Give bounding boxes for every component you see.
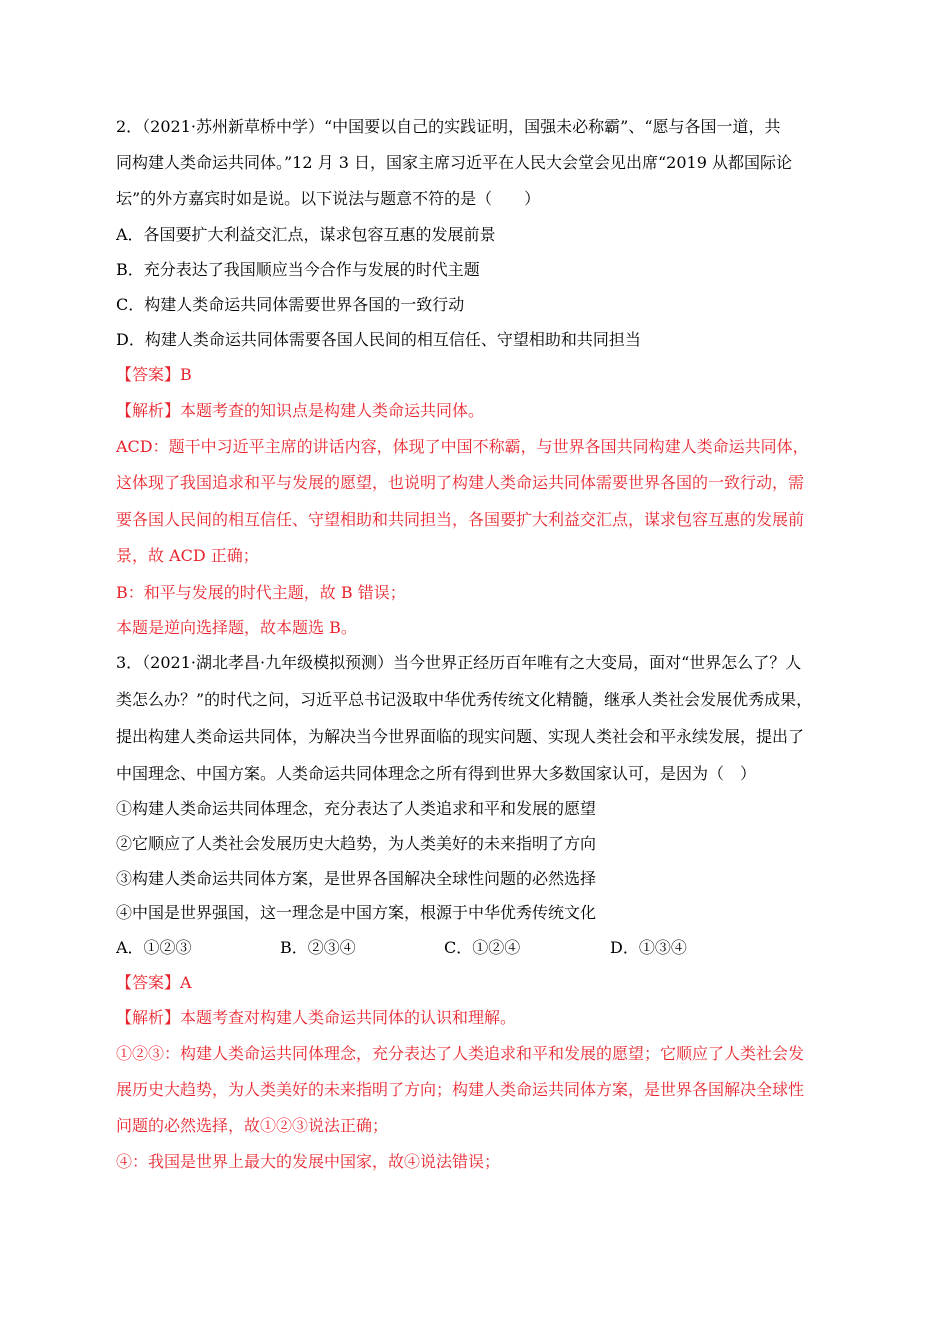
- q2-answer: 【答案】B: [116, 365, 192, 384]
- q2-stem-line-2: 同构建人类命运共同体。”12 月 3 日，国家主席习近平在人民大会堂会见出席“2019 从都国际论: [116, 153, 792, 172]
- q3-option-a: A．①②③: [116, 938, 192, 957]
- q3-stem-line-3: 提出构建人类命运共同体，为解决当今世界面临的现实问题、实现人类社会和平永续发展，提出了: [116, 727, 805, 746]
- q2-option-a: A．各国要扩大利益交汇点，谋求包容互惠的发展前景: [116, 225, 496, 244]
- q3-analysis-line-1: ①②③：构建人类命运共同体理念，充分表达了人类追求和平和发展的愿望；它顺应了人类社会发: [116, 1044, 805, 1063]
- q2-analysis-line-3: 要各国人民间的相互信任、守望相助和共同担当，各国要扩大利益交汇点，谋求包容互惠的发展前: [116, 510, 805, 529]
- q2-analysis-line-4: 景，故 ACD 正确；: [116, 546, 259, 565]
- q3-stem-line-1: 3．（2021·湖北孝昌·九年级模拟预测）当今世界正经历百年唯有之大变局，面对“世界怎么了？人: [116, 653, 802, 672]
- q3-statement-1: ①构建人类命运共同体理念，充分表达了人类追求和平和发展的愿望: [116, 799, 597, 818]
- q3-answer: 【答案】A: [116, 973, 192, 992]
- q2-analysis-line-6: 本题是逆向选择题，故本题选 B。: [116, 618, 357, 637]
- q3-option-b: B．②③④: [280, 938, 356, 957]
- q2-analysis-intro: 【解析】本题考查的知识点是构建人类命运共同体。: [116, 401, 485, 420]
- q3-statement-2: ②它顺应了人类社会发展历史大趋势，为人类美好的未来指明了方向: [116, 834, 597, 853]
- q3-analysis-intro: 【解析】本题考查对构建人类命运共同体的认识和理解。: [116, 1008, 517, 1027]
- q3-stem-line-2: 类怎么办？”的时代之问，习近平总书记汲取中华优秀传统文化精髓，继承人类社会发展优秀成果，: [116, 690, 813, 709]
- q3-analysis-line-4: ④：我国是世界上最大的发展中国家，故④说法错误；: [116, 1152, 501, 1171]
- q3-analysis-line-2: 展历史大趋势，为人类美好的未来指明了方向；构建人类命运共同体方案，是世界各国解决全球性: [116, 1080, 805, 1099]
- q2-analysis-line-1: ACD：题干中习近平主席的讲话内容，体现了中国不称霸，与世界各国共同构建人类命运共同体，: [116, 437, 809, 456]
- q3-statement-3: ③构建人类命运共同体方案，是世界各国解决全球性问题的必然选择: [116, 869, 597, 888]
- q2-stem-line-1: 2．（2021·苏州新草桥中学）“中国要以自己的实践证明，国强未必称霸”、“愿与各国一道，共: [116, 117, 781, 136]
- q3-stem-line-4: 中国理念、中国方案。人类命运共同体理念之所有得到世界大多数国家认可，是因为（ ）: [116, 764, 757, 783]
- q2-analysis-line-2: 这体现了我国追求和平与发展的愿望，也说明了构建人类命运共同体需要世界各国的一致行动，需: [116, 473, 805, 492]
- q3-option-c: C．①②④: [444, 938, 521, 957]
- q3-option-d: D．①③④: [610, 938, 687, 957]
- q2-option-c: C．构建人类命运共同体需要世界各国的一致行动: [116, 295, 465, 314]
- q3-statement-4: ④中国是世界强国，这一理念是中国方案，根源于中华优秀传统文化: [116, 903, 597, 922]
- q3-analysis-line-3: 问题的必然选择，故①②③说法正确；: [116, 1116, 389, 1135]
- q3-options-row: [116, 933, 844, 963]
- q2-option-d: D．构建人类命运共同体需要各国人民间的相互信任、守望相助和共同担当: [116, 330, 641, 349]
- q2-analysis-line-5: B：和平与发展的时代主题，故 B 错误；: [116, 583, 406, 602]
- q2-stem-line-3: 坛”的外方嘉宾时如是说。以下说法与题意不符的是（ ）: [116, 189, 541, 208]
- q2-option-b: B．充分表达了我国顺应当今合作与发展的时代主题: [116, 260, 480, 279]
